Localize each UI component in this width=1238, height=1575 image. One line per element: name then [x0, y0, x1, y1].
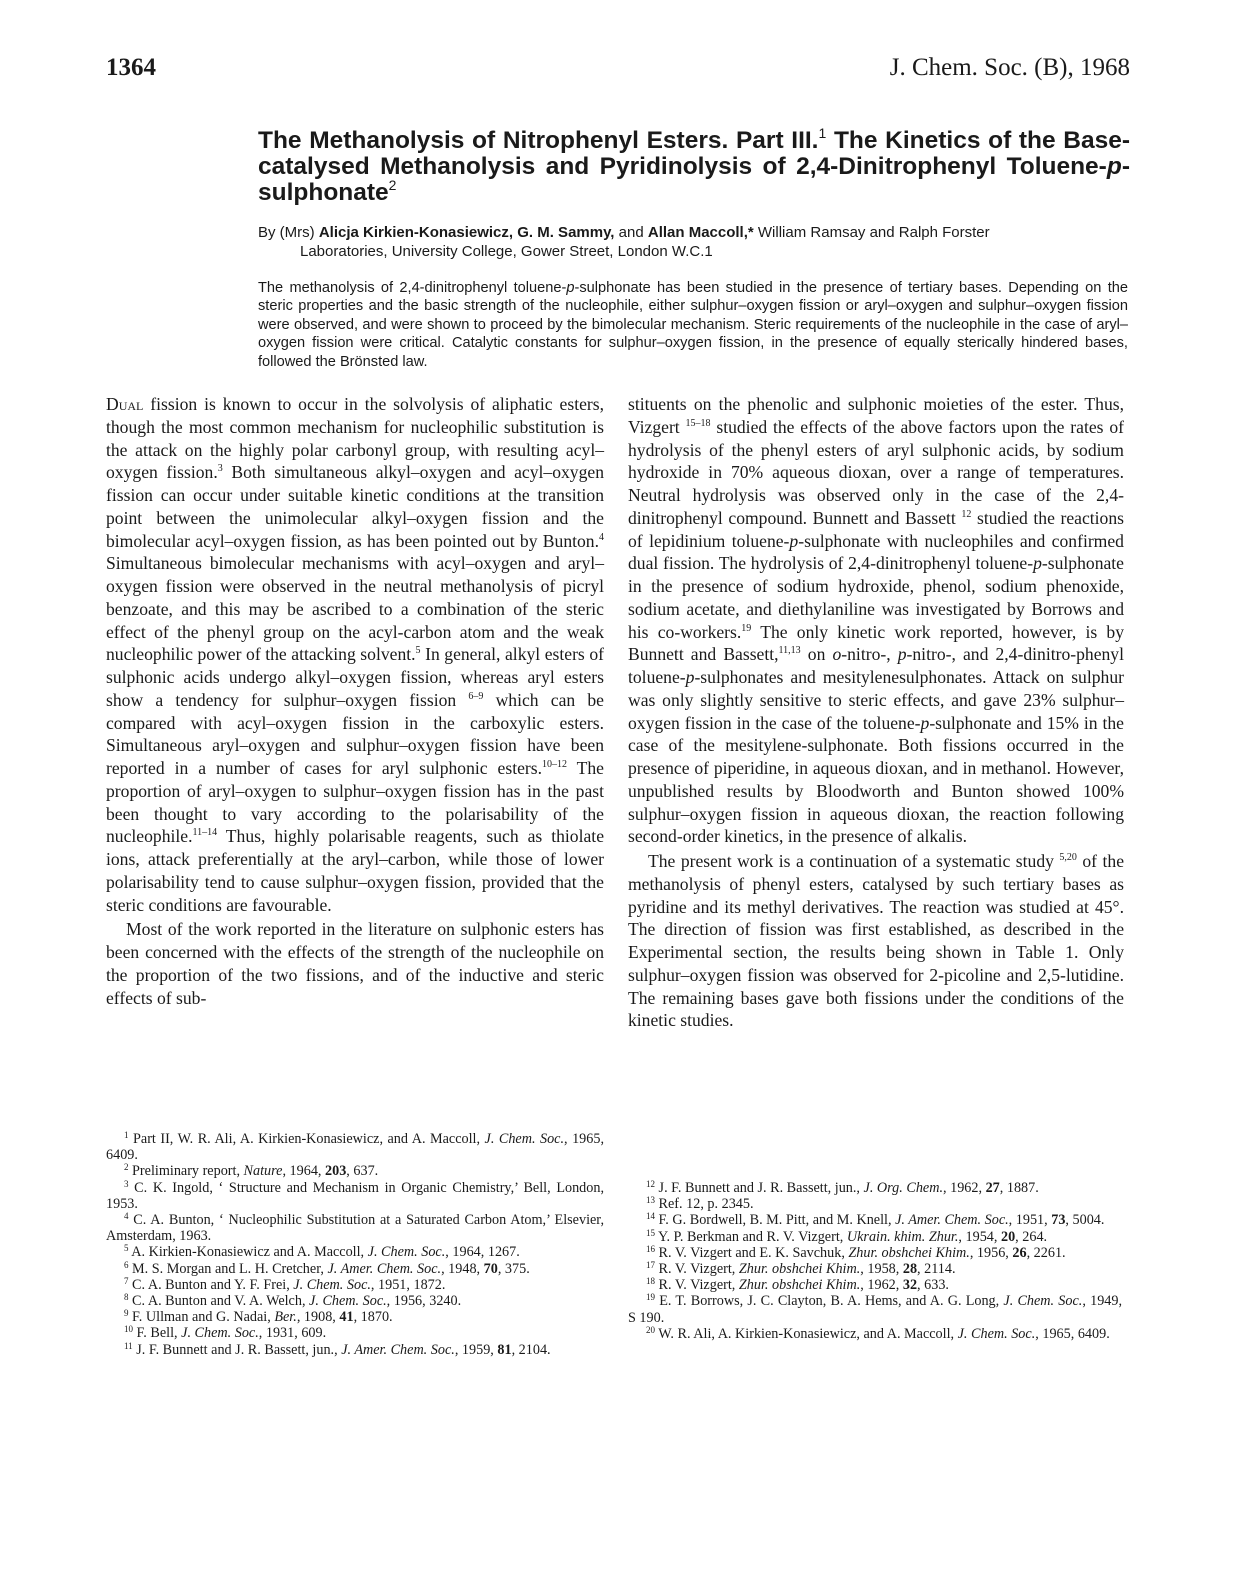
footnote: $^1$ Part II, W. R. Ali, A. Kirkien-Konasiewicz, and A. Maccoll, J. Chem. Soc., 1965, 6409. [106, 1130, 604, 1164]
footnote-number: 12 [646, 1179, 655, 1189]
volume: 81 [497, 1341, 512, 1358]
footnote-number: 4 [124, 1211, 129, 1222]
body-column-right [628, 393, 1124, 1032]
footnote: $^{17}$ R. V. Vizgert, Zhur. obshchei Khim., 1958, 28, 2114. [646, 1260, 956, 1278]
footnote: $^6$ M. S. Morgan and L. H. Cretcher, J. Amer. Chem. Soc., 1948, 70, 375. [124, 1259, 530, 1277]
body-column-left [106, 393, 604, 1009]
author-block [258, 223, 1128, 261]
volume: 203 [325, 1163, 347, 1180]
journal-name: J. Chem. Soc. [309, 1293, 387, 1310]
footnote-number: 1 [124, 1130, 129, 1140]
volume: 32 [902, 1277, 918, 1294]
footnote: $^{16}$ R. V. Vizgert and E. K. Savchuk, Zhur. obshchei Khim., 1956, 26, 2261. [646, 1243, 1066, 1261]
volume: 26 [1012, 1244, 1027, 1261]
journal-name: J. Amer. Chem. Soc. [895, 1212, 1009, 1229]
footnote: $^{14}$ F. G. Bordwell, B. M. Pitt, and M. Knell, J. Amer. Chem. Soc., 1951, 73, 5004. [646, 1211, 1105, 1229]
footnote-number: 14 [646, 1211, 655, 1222]
footnote: $^8$ C. A. Bunton and V. A. Welch, J. Chem. Soc., 1956, 3240. [124, 1292, 462, 1310]
author-line: By (Mrs) Alicja Kirkien-Konasiewicz, G. M. Sammy, and Allan Maccoll,* William Ramsay and Ralph Forster [258, 224, 990, 241]
journal-name: Zhur. obshchei Khim. [738, 1277, 861, 1294]
footnote: $^9$ F. Ullman and G. Nadai, Ber., 1908, 41, 1870. [124, 1308, 393, 1326]
footnote: $^5$ A. Kirkien-Konasiewicz and A. Maccoll, J. Chem. Soc., 1964, 1267. [124, 1243, 520, 1261]
journal-name: J. Chem. Soc. [181, 1325, 259, 1342]
footnote: $^2$ Preliminary report, Nature, 1964, 203, 637. [124, 1162, 379, 1180]
footnote-number: 5 [124, 1243, 129, 1254]
footnotes-right [628, 1180, 1122, 1342]
footnote-number: 16 [646, 1243, 655, 1254]
journal-name: Ukrain. khim. Zhur. [846, 1228, 959, 1245]
footnote-number: 10 [124, 1324, 133, 1335]
paper-title: The Methanolysis of Nitrophenyl Esters. Part III.$^1$ The Kinetics of the Base-catalysed Methanolysis and Pyridinolysis of 2,4-Dinitrophenyl Toluene-p-sulphonate$^2$ [258, 125, 1130, 206]
footnote: $^4$ C. A. Bunton, ‘ Nucleophilic Substitution at a Saturated Carbon Atom,’ Elsevier, Amsterdam, 1963. [106, 1211, 605, 1245]
journal-name: Zhur. obshchei Khim. [738, 1261, 861, 1278]
journal-name: J. Chem. Soc. [957, 1325, 1036, 1342]
page-header [106, 54, 1130, 94]
paragraph-2: Most of the work reported in the literature on sulphonic esters has been concerned with the effects of the strength of the nucleophile on the proportion of the two fissions, and of the inductive and steric effects of sub- [106, 919, 604, 1008]
footnote: $^{19}$ E. T. Borrows, J. C. Clayton, B. A. Hems, and A. G. Long, J. Chem. Soc., 1949, S 190. [628, 1292, 1123, 1326]
footnote-number: 11 [124, 1340, 133, 1351]
footnote-number: 15 [646, 1227, 655, 1238]
footnote-number: 9 [124, 1308, 129, 1319]
paragraph-4: The present work is a continuation of a systematic study $^{5,20}$ of the methanolysis of phenyl esters, catalysed by such tertiary bases as pyridine and its methyl derivatives. The reaction was studied at 45°. The direction of fission was first established, as described in the Experimental section, the results being shown in Table 1. Only sulphur–oxygen fission was observed for 2-picoline and 2,5-lutidine. The remaining bases gave both fissions under the conditions of the kinetic studies. [628, 851, 1125, 1031]
footnote: $^7$ C. A. Bunton and Y. F. Frei, J. Chem. Soc., 1951, 1872. [124, 1275, 446, 1293]
volume: 41 [339, 1309, 354, 1326]
volume: 28 [902, 1261, 918, 1278]
footnote: $^{18}$ R. V. Vizgert, Zhur. obshchei Khim., 1962, 32, 633. [646, 1276, 949, 1294]
footnote: $^3$ C. K. Ingold, ‘ Structure and Mechanism in Organic Chemistry,’ Bell, London, 1953. [106, 1178, 604, 1212]
footnote-number: 18 [646, 1276, 655, 1287]
footnote-number: 7 [124, 1275, 129, 1286]
footnote-number: 17 [646, 1260, 655, 1271]
journal-name: Nature [243, 1163, 283, 1180]
journal-name: J. Amer. Chem. Soc. [327, 1260, 442, 1277]
footnote-number: 8 [124, 1292, 129, 1303]
page-number: 1364 [106, 54, 156, 81]
abstract: The methanolysis of 2,4-dinitrophenyl toluene-p-sulphonate has been studied in the presence of tertiary bases. Depending on the steric properties and the basic strength of the nucleophile, either sulphur–oxygen fission or aryl–oxygen and sulphur–oxygen fission were observed, and were shown to proceed by the bimolecular mechanism. Steric requirements of the nucleophile in the case of aryl–oxygen fission were critical. Catalytic constants for sulphur–oxygen fission, in the presence of equally sterically hindered bases, followed the Brönsted law. [258, 280, 1129, 370]
footnote-number: 3 [124, 1178, 129, 1189]
footnote: $^{15}$ Y. P. Berkman and R. V. Vizgert, Ukrain. khim. Zhur., 1954, 20, 264. [646, 1227, 1048, 1245]
footnote-number: 13 [646, 1195, 655, 1206]
footnote-number: 19 [646, 1292, 655, 1303]
volume: 20 [1000, 1228, 1016, 1245]
affiliation: Laboratories, University College, Gower Street, London W.C.1 [300, 243, 713, 260]
footnote: $^{20}$ W. R. Ali, A. Kirkien-Konasiewicz, and A. Maccoll, J. Chem. Soc., 1965, 6409. [646, 1324, 1110, 1342]
paragraph-1: Dual fission is known to occur in the solvolysis of aliphatic esters, though the most common mechanism for nucleophilic substitution is the attack on the highly polar carbonyl group, with resulting acyl–oxygen fission.$^3$ Both simultaneous alkyl–oxygen and acyl–oxygen fission can occur under suitable kinetic conditions at the transition point between the unimolecular alkyl–oxygen fission and the bimolecular acyl–oxygen fission, as has been pointed out by Bunton.$^4$ Simultaneous bimolecular mechanisms with acyl–oxygen and aryl–oxygen fission were observed in the neutral methanolysis of picryl benzoate, and this may be ascribed to a combination of the steric effect of the phenyl group on the acyl-carbon atom and the weak nucleophilic power of the attacking solvent.$^5$ In general, alkyl esters of sulphonic acids undergo alkyl–oxygen fission, whereas aryl esters show a tendency for sulphur–oxygen fission $^{6-9}$ which can be compared with acyl–oxygen fission in the carboxylic esters. Simultaneous aryl–oxygen and sulphur–oxygen fission have been reported in a number of cases for aryl sulphonic esters.$^{10-12}$ The proportion of aryl–oxygen to sulphur–oxygen fission has in the past been thought to vary according to the polarisability of the nucleophile.$^{11-14}$ Thus, highly polarisable reagents, such as thiolate ions, attack preferentially at the aryl–carbon, while those of lower polarisability tend to cause sulphur–oxygen fission, provided that the steric conditions are favourable. [106, 394, 605, 915]
paragraph-3: stituents on the phenolic and sulphonic moieties of the ester. Thus, Vizgert $^{15-18}$ studied the effects of the above factors upon the rates of hydrolysis of the phenyl esters of aryl sulphonic acids, by sodium hydroxide in 70% aqueous dioxan, over a range of temperatures. Neutral hydrolysis was observed only in the case of the 2,4-dinitrophenyl compound. Bunnett and Bassett $^{12}$ studied the reactions of lepidinium toluene-p-sulphonate with nucleophiles and confirmed dual fission. The hydrolysis of 2,4-dinitrophenyl toluene-p-sulphonate in the presence of sodium hydroxide, phenol, sodium phenoxide, sodium acetate, and diethylaniline was investigated by Borrows and his co-workers.$^{19}$ The only kinetic work reported, however, is by Bunnett and Bassett,$^{11,13}$ on o-nitro-, p-nitro-, and 2,4-dinitro-phenyl toluene-p-sulphonates and mesitylenesulphonates. Attack on sulphur was only slightly sensitive to steric effects, and gave 23% sulphur–oxygen fission in the case of the toluene-p-sulphonate and 15% in the case of the mesitylene-sulphonate. Both fissions occurred in the presence of piperidine, in aqueous dioxan, and in methanol. However, unpublished results by Bloodworth and Bunton showed 100% sulphur–oxygen fission in aqueous dioxan, the reaction following second-order kinetics, in the presence of alkalis. [628, 394, 1124, 847]
volume: 27 [985, 1180, 1000, 1196]
volume: 70 [483, 1260, 498, 1277]
journal-name: J. Org. Chem. [863, 1180, 943, 1196]
journal-name: Zhur. obshchei Khim. [848, 1244, 970, 1261]
footnote: $^{10}$ F. Bell, J. Chem. Soc., 1931, 609. [124, 1324, 327, 1342]
journal-name: J. Chem. Soc. [293, 1276, 371, 1293]
journal-name: J. Amer. Chem. Soc. [341, 1341, 455, 1358]
journal-name: J. Chem. Soc. [484, 1131, 565, 1147]
footnote: $^{11}$ J. F. Bunnett and J. R. Bassett, jun., J. Amer. Chem. Soc., 1959, 81, 2104. [124, 1340, 551, 1358]
journal-name: Ber. [274, 1309, 297, 1326]
footnote-number: 20 [646, 1324, 655, 1335]
footnote: $^{13}$ Ref. 12, p. 2345. [646, 1195, 754, 1213]
footnote-number: 2 [124, 1162, 129, 1173]
journal-name: J. Chem. Soc. [1003, 1293, 1083, 1310]
footnotes-left [106, 1131, 604, 1358]
journal-name: J. Chem. Soc. [367, 1244, 446, 1261]
volume: 73 [1051, 1212, 1066, 1229]
footnote: $^{12}$ J. F. Bunnett and J. R. Bassett, jun., J. Org. Chem., 1962, 27, 1887. [646, 1179, 1039, 1196]
journal-citation: J. Chem. Soc. (B), 1968 [889, 54, 1130, 81]
footnote-number: 6 [124, 1259, 129, 1270]
